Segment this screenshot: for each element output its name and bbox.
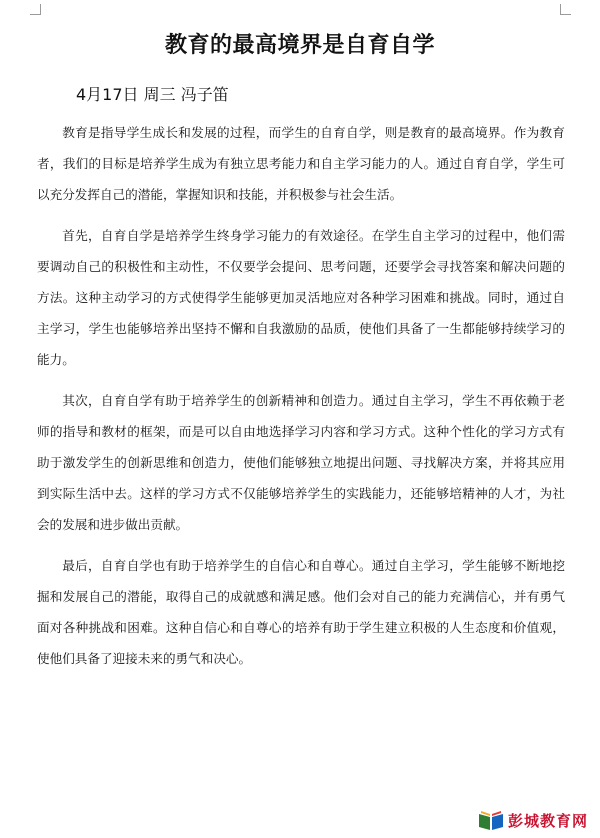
site-watermark [478, 806, 588, 834]
margin-corner-mark-left [30, 4, 41, 15]
paragraph-last: 最后，自育自学也有助于培养学生的自信心和自尊心。通过自主学习，学生能够不断地挖掘和发展自己的潜能，取得自己的成就感和满足感。他们会对自己的能力充满信心，并有勇气面对各种挑战和困难。这种自信心和自尊心的培养有助于学生建立积极的人生态度和价值观，使他们具备了迎接未来的勇气和决心。 [37, 558, 565, 666]
book-logo-icon [478, 808, 504, 832]
date-author-line: 4月17日 周三 冯子笛 [76, 85, 229, 104]
document-title: 教育的最高境界是自育自学 [164, 33, 435, 58]
document-body [37, 117, 565, 684]
margin-corner-mark-right [560, 4, 571, 15]
paragraph-second: 其次，自育自学有助于培养学生的创新精神和创造力。通过自主学习，学生不再依赖于老师的指导和教材的框架，而是可以自由地选择学习内容和学习方式。这种个性化的学习方式有助于激发学生的创新思维和创造力，使他们能够独立地提出问题、寻找解决方案，并将其应用到实际生活中去。这样的学习方式不仅能够培养学生的实践能力，还能够培精神的人才，为社会的发展和进步做出贡献。 [37, 393, 565, 532]
paragraph-first: 首先，自育自学是培养学生终身学习能力的有效途径。在学生自主学习的过程中，他们需要调动自己的积极性和主动性，不仅要学会提问、思考问题，还要学会寻找答案和解决问题的方法。这种主动学习的方式使得学生能够更加灵活地应对各种学习困难和挑战。同时，通过自主学习，学生也能够培养出坚持不懈和自我激励的品质，使他们具备了一生都能够持续学习的能力。 [37, 228, 565, 367]
paragraph-intro: 教育是指导学生成长和发展的过程，而学生的自育自学，则是教育的最高境界。作为教育者，我们的目标是培养学生成为有独立思考能力和自主学习能力的人。通过自育自学，学生可以充分发挥自己的潜能，掌握知识和技能，并积极参与社会生活。 [37, 125, 565, 202]
watermark-text: 彭城教育网 [508, 811, 589, 830]
